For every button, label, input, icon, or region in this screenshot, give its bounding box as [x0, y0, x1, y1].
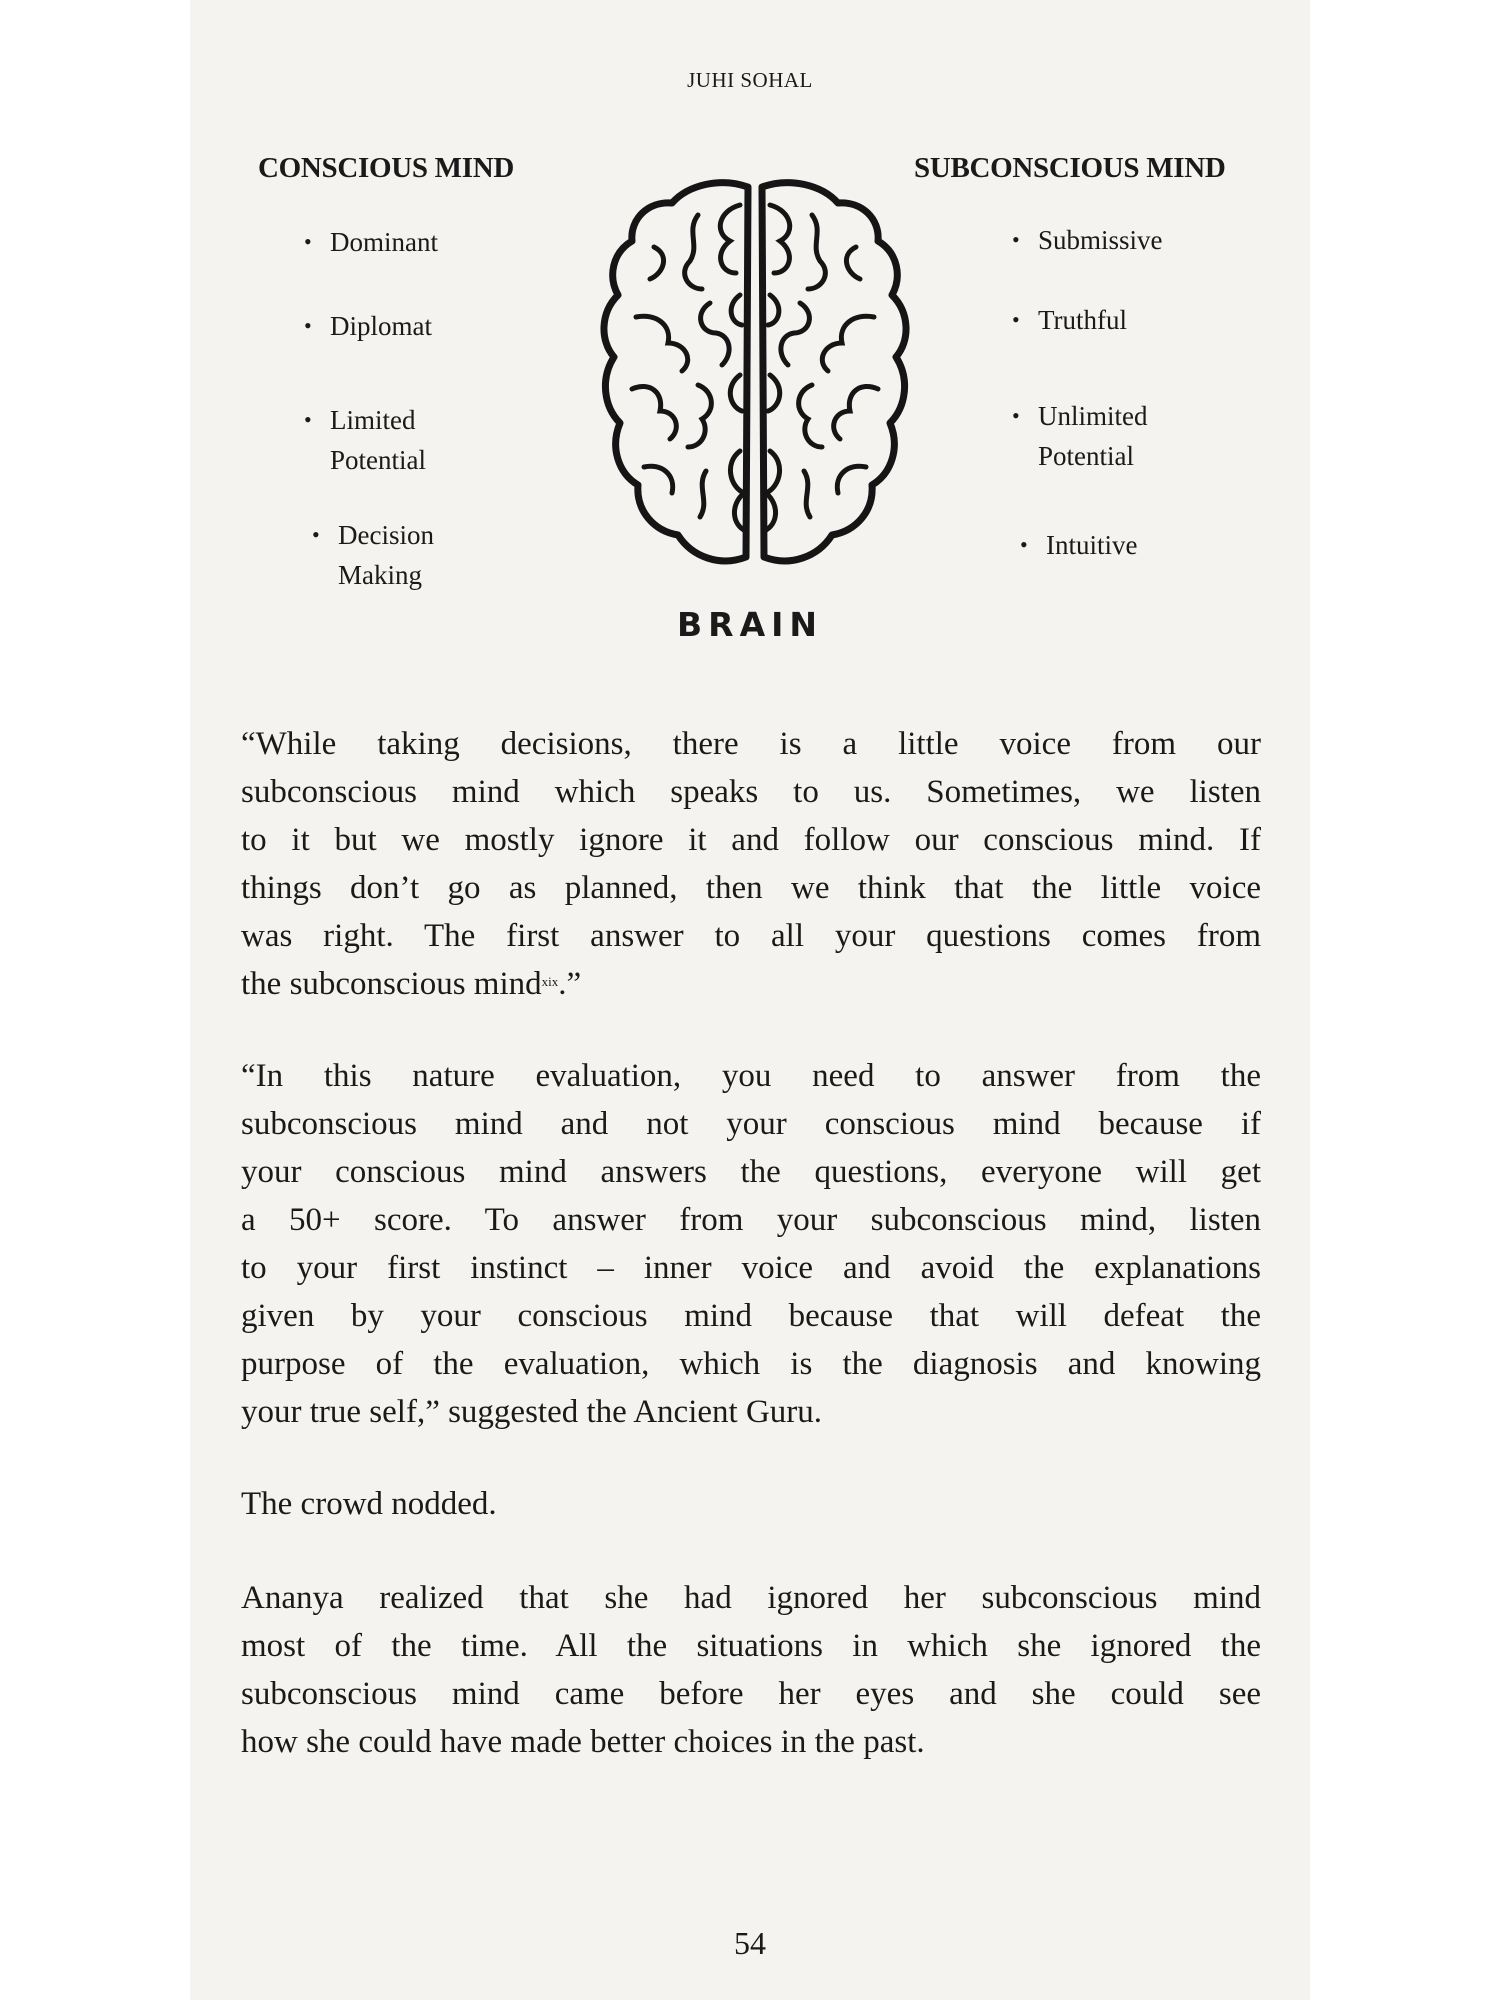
endnote-marker: xix	[541, 974, 559, 989]
bullet-icon: •	[1012, 227, 1020, 252]
brain-icon	[590, 175, 920, 575]
left-item	[304, 306, 432, 346]
text-fragment: the subconscious mind	[241, 966, 542, 1002]
text-line: The crowd nodded.	[241, 1486, 497, 1522]
paragraph-2	[241, 1052, 1261, 1436]
left-item-label: Dominant	[330, 227, 438, 257]
left-item-label: Limited	[330, 405, 416, 435]
text-line: how she could have made better choices in the past.	[241, 1724, 925, 1760]
text-line: subconscious mind and not your conscious mind because if	[241, 1106, 1261, 1142]
paragraph-1	[241, 720, 1261, 1008]
text-line: to it but we mostly ignore it and follow our conscious mind. If	[241, 822, 1261, 858]
bullet-icon: •	[304, 313, 312, 338]
text-line: most of the time. All the situations in which she ignored the	[241, 1628, 1261, 1664]
text-line: your conscious mind answers the questions, everyone will get	[241, 1154, 1261, 1190]
bullet-icon: •	[1020, 532, 1028, 557]
text-line: a 50+ score. To answer from your subconscious mind, listen	[241, 1202, 1261, 1238]
right-item	[1012, 300, 1128, 340]
subconscious-mind-title: SUBCONSCIOUS MIND	[914, 152, 1226, 184]
book-page	[190, 0, 1310, 2000]
right-item	[1020, 525, 1138, 565]
text-line: to your first instinct – inner voice and avoid the explanations	[241, 1250, 1261, 1286]
left-item	[312, 515, 434, 595]
bullet-icon: •	[1012, 307, 1020, 332]
left-item-label: Decision	[338, 520, 434, 550]
text-line: things don’t go as planned, then we think that the little voice	[241, 870, 1261, 906]
right-item-label: Unlimited	[1038, 401, 1148, 431]
text-line: your true self,” suggested the Ancient Guru.	[241, 1394, 823, 1430]
text-line: subconscious mind which speaks to us. Sometimes, we listen	[241, 774, 1261, 810]
text-line: “While taking decisions, there is a little voice from our	[241, 726, 1261, 762]
text-line: given by your conscious mind because that will defeat the	[241, 1298, 1261, 1334]
left-item-label-2: Making	[338, 560, 422, 590]
text-line: subconscious mind came before her eyes and she could see	[241, 1676, 1261, 1712]
left-item	[304, 400, 426, 480]
bullet-icon: •	[304, 229, 312, 254]
right-item-label: Submissive	[1038, 225, 1163, 255]
left-item-label: Diplomat	[330, 311, 432, 341]
bullet-icon: •	[312, 522, 320, 547]
right-item-label: Truthful	[1038, 305, 1128, 335]
text-line: Ananya realized that she had ignored her subconscious mind	[241, 1580, 1261, 1616]
text-line	[241, 960, 1261, 1008]
text-fragment: .”	[558, 966, 582, 1002]
right-item-label-2: Potential	[1038, 441, 1134, 471]
brain-caption: BRAIN	[677, 605, 823, 644]
bullet-icon: •	[304, 407, 312, 432]
bullet-icon: •	[1012, 403, 1020, 428]
right-item	[1012, 220, 1163, 260]
paragraph-3	[241, 1480, 1261, 1528]
conscious-mind-title: CONSCIOUS MIND	[258, 152, 515, 184]
paragraph-4	[241, 1574, 1261, 1766]
right-item	[1012, 396, 1148, 476]
text-line: was right. The first answer to all your questions comes from	[241, 918, 1261, 954]
page-number: 54	[734, 1925, 766, 1961]
right-item-label: Intuitive	[1046, 530, 1138, 560]
left-item-label-2: Potential	[330, 445, 426, 475]
text-line: purpose of the evaluation, which is the diagnosis and knowing	[241, 1346, 1261, 1382]
running-head: JUHI SOHAL	[687, 68, 813, 92]
text-line: “In this nature evaluation, you need to answer from the	[241, 1058, 1261, 1094]
left-item	[304, 222, 438, 262]
